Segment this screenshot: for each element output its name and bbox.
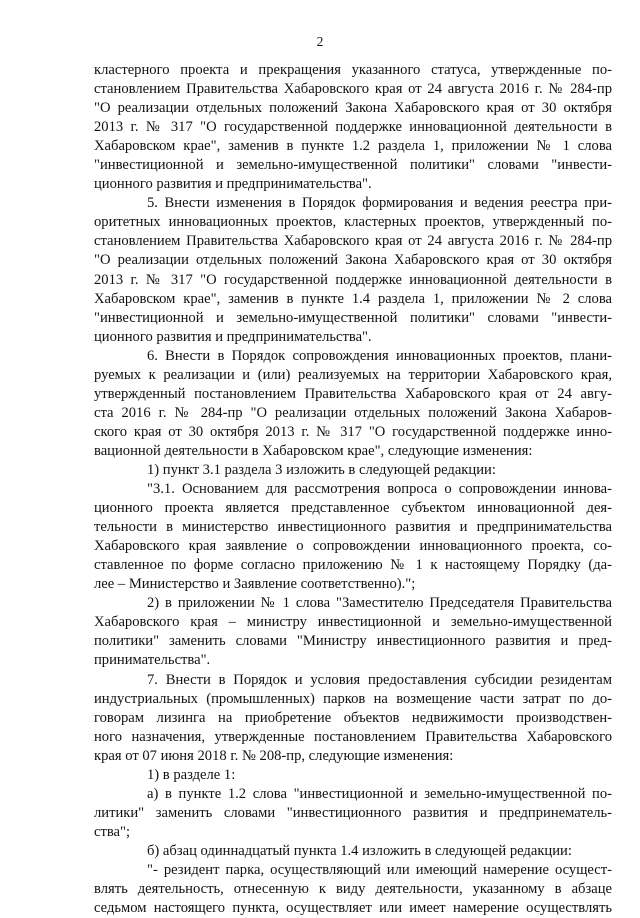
text-line: говорам лизинга на приобретение объектов недвижимости производствен- [94, 709, 612, 726]
document-body [94, 61, 612, 918]
text-line: 5. Внести изменения в Порядок формирования и ведения реестра при- [147, 195, 612, 212]
text-line: ного назначения, утвержденные постановлением Правительства Хабаровского [94, 728, 612, 745]
text-line: индустриальных (промышленных) парков на возмещение части затрат по до- [94, 690, 612, 707]
text-line: Хабаровского края – министру инвестиционной и земельно-имущественной [94, 614, 612, 631]
text-line: оритетных инновационных проектов, кластерных проектов, утвержденный по- [94, 214, 612, 231]
text-line: "О реализации отдельных положений Закона Хабаровского края от 30 октября [94, 100, 612, 117]
text-line: Хабаровском крае", заменив в пункте 1.2 раздела 1, приложении № 1 слова [94, 138, 612, 155]
text-line: политики" заменить словами "Министру инвестиционного развития и пред- [94, 633, 612, 650]
text-line: ста 2016 г. № 284-пр "О реализации отдельных положений Закона Хабаров- [94, 404, 612, 421]
text-line: ционного проекта является представленное субъектом инновационной дея- [94, 500, 612, 517]
text-line: литики" заменить словами "инвестиционного развития и предпринематель- [94, 804, 612, 821]
text-line: 1) пункт 3.1 раздела 3 изложить в следующей редакции: [147, 461, 496, 478]
text-line: Хабаровского края заявление о сопровождении инновационного проекта, со- [94, 538, 612, 555]
text-line: 7. Внести в Порядок и условия предоставления субсидии резидентам [147, 671, 612, 688]
text-line: становлением Правительства Хабаровского края от 24 августа 2016 г. № 284-пр [94, 81, 612, 98]
text-line: руемых к реализации и (или) реализуемых на территории Хабаровского края, [94, 366, 612, 383]
text-line: 2013 г. № 317 "О государственной поддержке инновационной деятельности в [94, 271, 612, 288]
text-line: 6. Внести в Порядок сопровождения инновационных проектов, плани- [147, 347, 612, 364]
text-line: кластерного проекта и прекращения указанного статуса, утвержденные по- [94, 62, 612, 78]
page-number: 2 [316, 34, 324, 49]
text-line: 2) в приложении № 1 слова "Заместителю Председателя Правительства [147, 595, 612, 612]
text-line: вационной деятельности в Хабаровском крае", следующие изменения: [94, 442, 533, 459]
text-line: ства"; [94, 823, 131, 840]
text-line: а) в пункте 1.2 слова "инвестиционной и земельно-имущественной по- [147, 785, 612, 802]
text-line: "О реализации отдельных положений Закона Хабаровского края от 30 октября [94, 252, 612, 269]
text-line: тельности в министерство инвестиционного развития и предпринимательства [94, 519, 612, 536]
text-line: ского края от 30 октября 2013 г. № 317 "О государственной поддержке инно- [94, 423, 612, 440]
text-line: принимательства". [94, 652, 211, 669]
text-line: 1) в разделе 1: [147, 766, 236, 783]
text-line: "инвестиционной и земельно-имущественной политики" словами "инвести- [94, 309, 612, 326]
text-line: влять деятельность, отнесенную к виду деятельности, указанному в абзаце [94, 881, 612, 898]
text-line: "инвестиционной и земельно-имущественной политики" словами "инвести- [94, 157, 612, 174]
text-line: б) абзац одиннадцатый пункта 1.4 изложить в следующей редакции: [147, 842, 572, 859]
text-line: утвержденный постановлением Правительства Хабаровского края от 24 авгу- [94, 385, 612, 402]
text-line: седьмом настоящего пункта, осуществляет или имеет намерение осуществлять [94, 900, 612, 917]
text-line: Хабаровском крае", заменив в пункте 1.4 раздела 1, приложении № 2 слова [94, 290, 612, 307]
text-line: ционного развития и предпринимательства". [94, 328, 372, 345]
text-line: "- резидент парка, осуществляющий или имеющий намерение осущест- [147, 861, 612, 878]
text-line: ставленное по форме согласно приложению № 1 к настоящему Порядку (да- [94, 557, 612, 574]
text-line: края от 07 июня 2018 г. № 208-пр, следующие изменения: [94, 747, 454, 764]
text-line: 2013 г. № 317 "О государственной поддержке инновационной деятельности в [94, 119, 612, 136]
text-line: лее – Министерство и Заявление соответственно)."; [94, 576, 416, 593]
text-line: становлением Правительства Хабаровского края от 24 августа 2016 г. № 284-пр [94, 233, 612, 250]
text-line: "3.1. Основанием для рассмотрения вопроса о сопровождении иннова- [147, 481, 612, 498]
text-line: ционного развития и предпринимательства". [94, 176, 372, 193]
